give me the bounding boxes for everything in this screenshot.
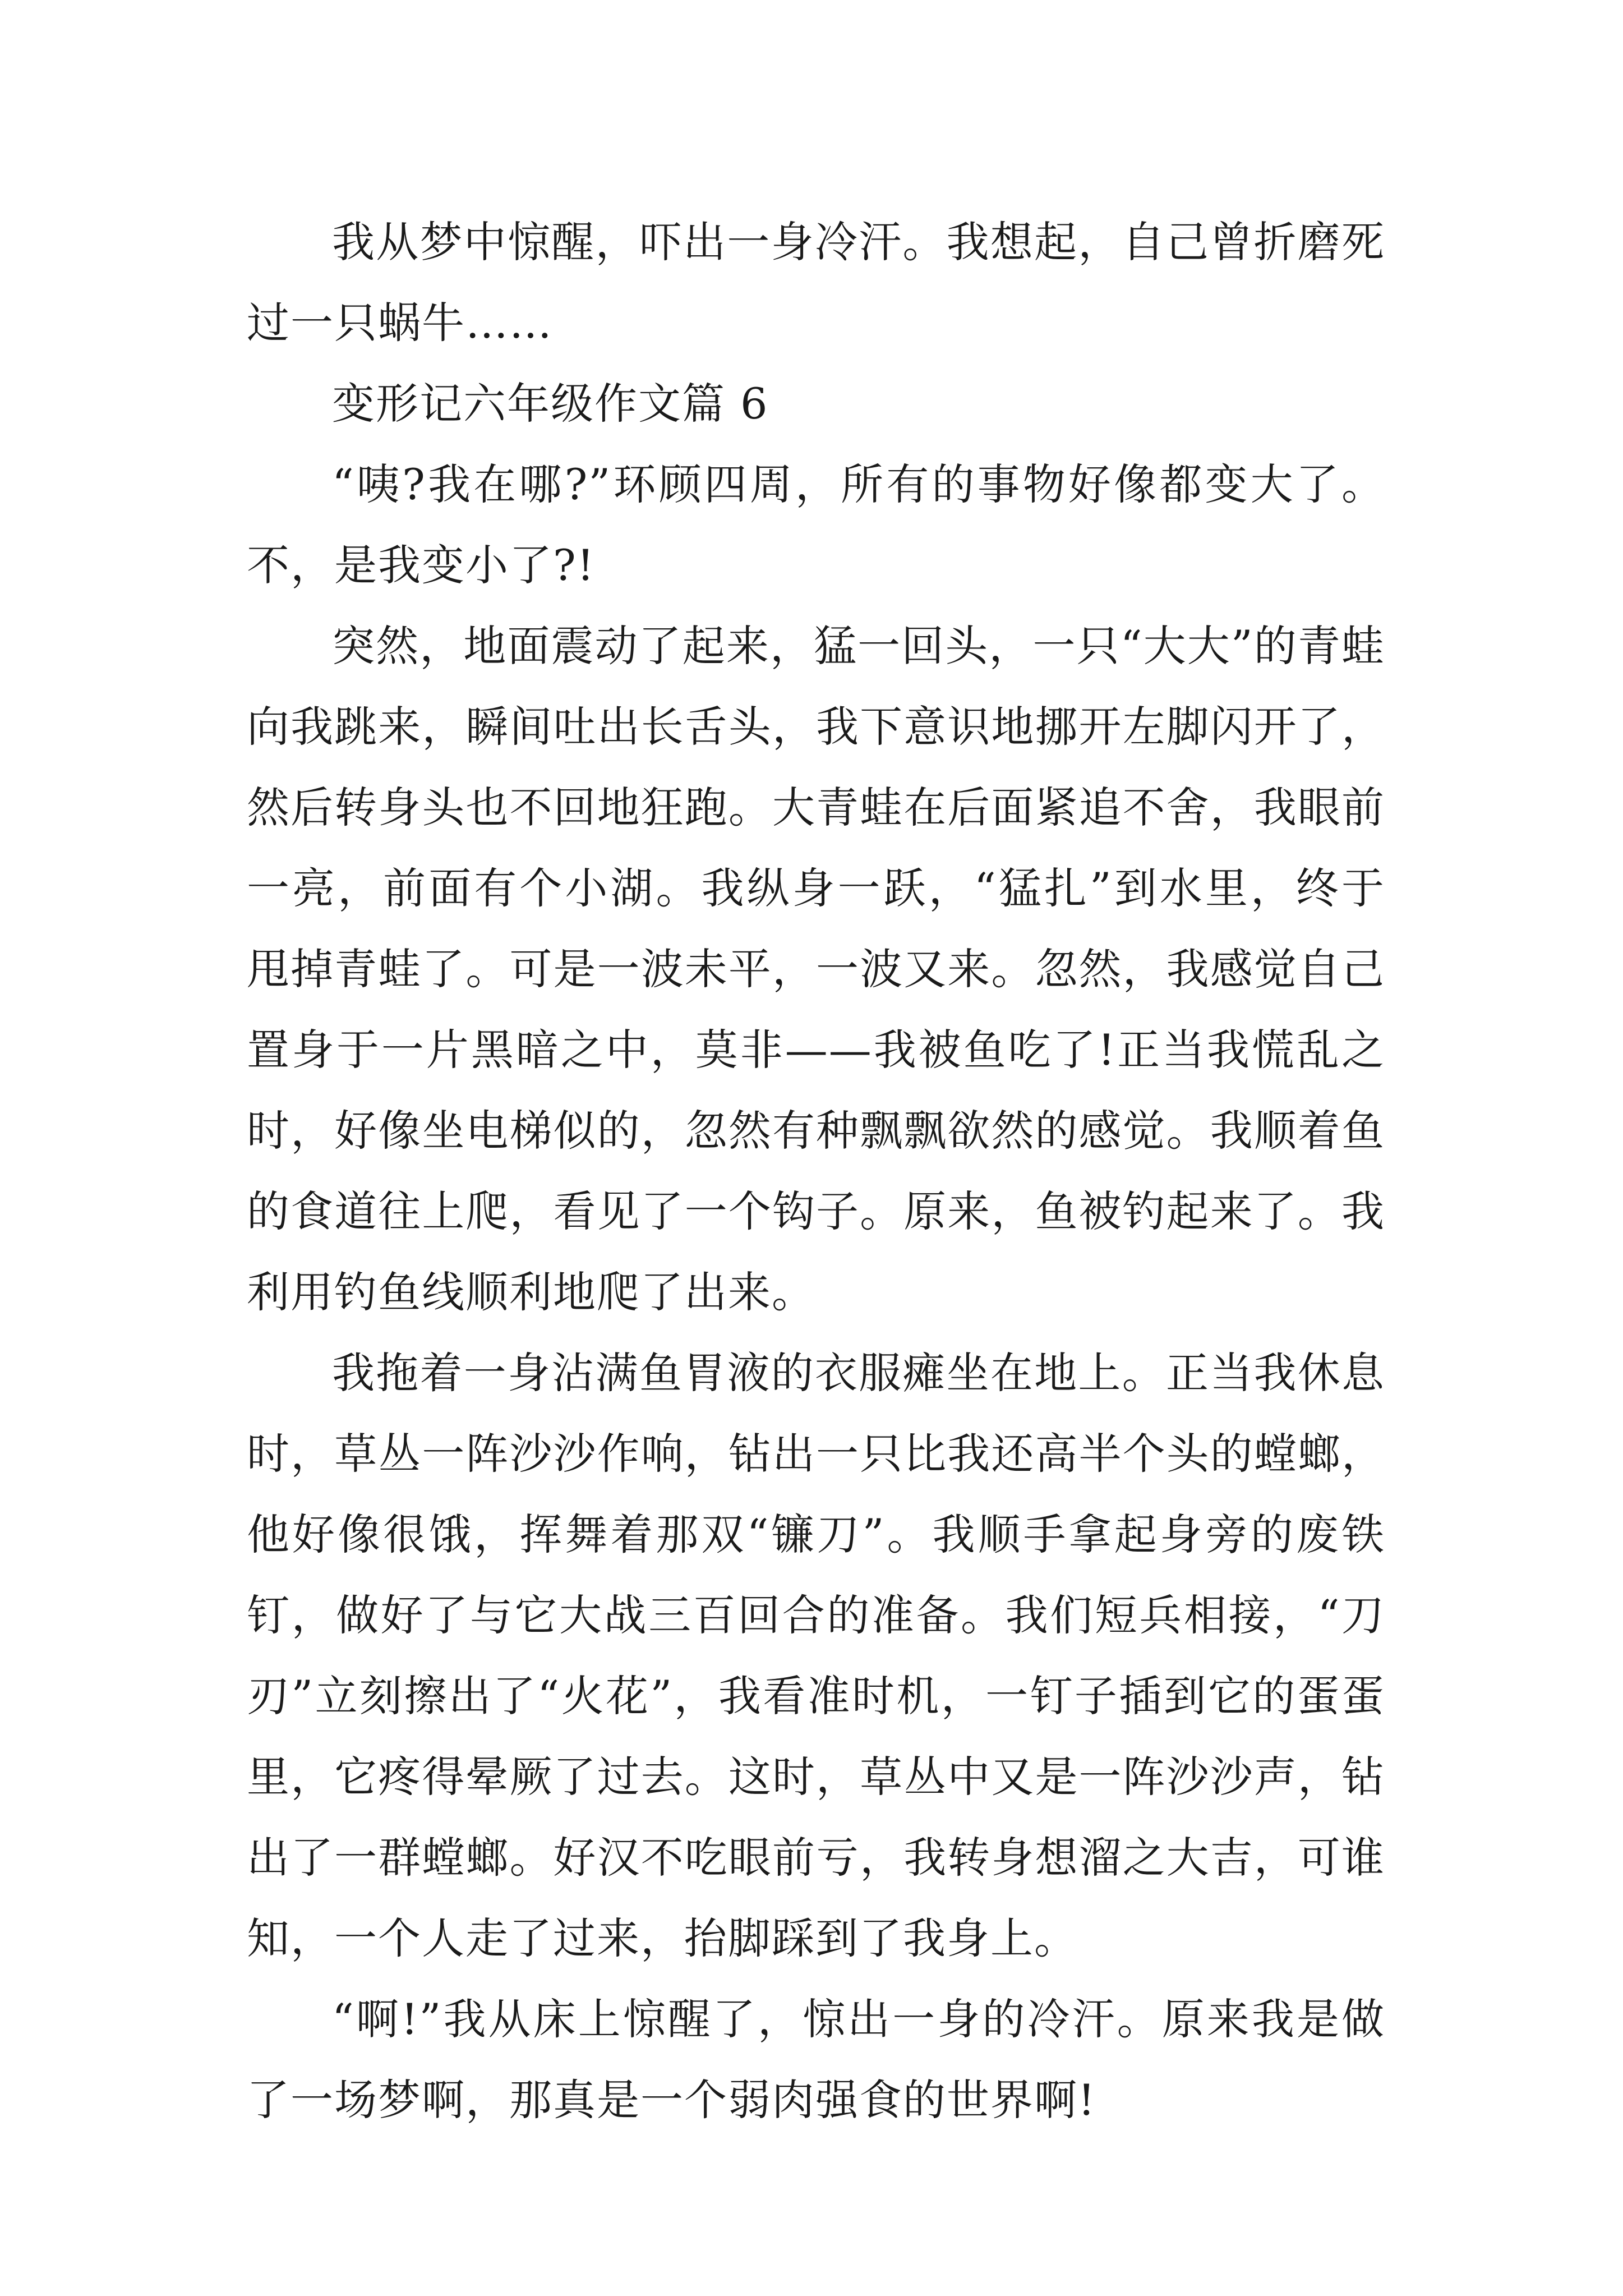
section-heading: 变形记六年级作文篇 6 xyxy=(332,379,769,429)
paragraph-4: 我拖着一身沾满鱼胃液的衣服瘫坐在地上。正当我休息时，草丛一阵沙沙作响，钻出一只比我还高半个头的螳螂，他好像很饿，挥舞着那双“镰刀”。我顺手拿起身旁的废铁钉，做好了与它大战三百回合的准备。我们短兵相接，“刀刃”立刻擦出了“火花”，我看准时机，一钉子插到它的蛋蛋里，它疼得晕厥了过去。这时，草丛中又是一阵沙沙声，钻出了一群螳螂。好汉不吃眼前亏，我转身想溜之大吉，可谁知，一个人走了过来，抬脚踩到了我身上。 xyxy=(247,1348,1385,1963)
document-body xyxy=(247,202,1385,2141)
paragraph-5: “啊!”我从床上惊醒了，惊出一身的冷汗。原来我是做了一场梦啊，那真是一个弱肉强食的世界啊! xyxy=(247,1994,1385,2125)
paragraph-3: 突然，地面震动了起来，猛一回头，一只“大大”的青蛙向我跳来，瞬间吐出长舌头，我下意识地挪开左脚闪开了，然后转身头也不回地狂跑。大青蛙在后面紧追不舍，我眼前一亮，前面有个小湖。我纵身一跃，“猛扎”到水里，终于甩掉青蛙了。可是一波未平，一波又来。忽然，我感觉自己置身于一片黑暗之中，莫非——我被鱼吃了!正当我慌乱之时，好像坐电梯似的，忽然有种飘飘欲然的感觉。我顺着鱼的食道往上爬，看见了一个钩子。原来，鱼被钓起来了。我利用钓鱼线顺利地爬了出来。 xyxy=(247,621,1385,1317)
paragraph-1: 我从梦中惊醒，吓出一身冷汗。我想起，自己曾折磨死过一只蜗牛…… xyxy=(247,217,1385,348)
paragraph-2: “咦?我在哪?”环顾四周，所有的事物好像都变大了。不，是我变小了?! xyxy=(247,459,1385,590)
